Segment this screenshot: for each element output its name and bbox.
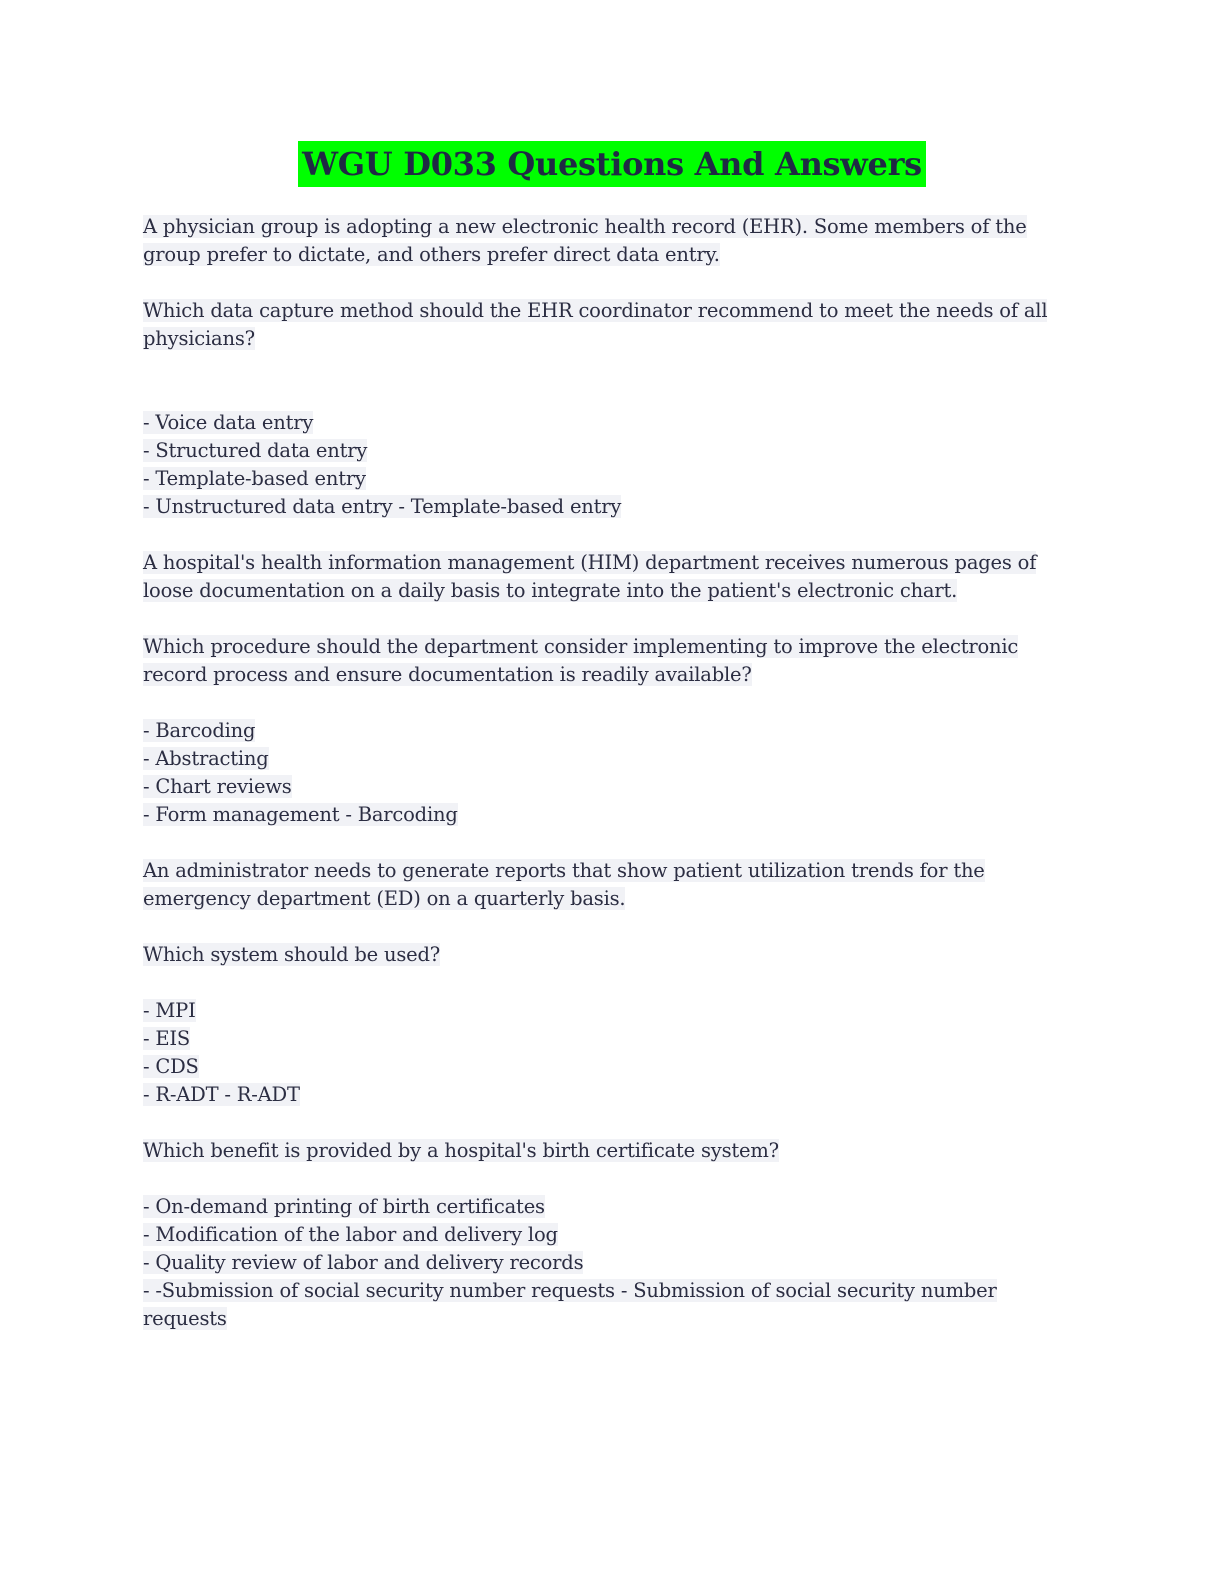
option: - On-demand printing of birth certificates xyxy=(143,1195,545,1218)
option: - Quality review of labor and delivery records xyxy=(143,1251,584,1274)
question-1-stem: A physician group is adopting a new electronic health record (EHR). Some members of the group prefer to dictate, and others prefer direct data entry. xyxy=(143,215,1027,266)
option: - -Submission of social security number requests - Submission of social security number requests xyxy=(143,1279,997,1330)
option: - Structured data entry xyxy=(143,439,368,462)
document-title: WGU D033 Questions And Answers xyxy=(298,141,926,187)
question-3-options xyxy=(143,997,1073,1109)
option: - Chart reviews xyxy=(143,775,292,798)
option: - Barcoding xyxy=(143,719,256,742)
option: - Template-based entry xyxy=(143,467,366,490)
title-container xyxy=(0,141,1224,187)
question-4-options xyxy=(143,1193,1073,1333)
option: - Voice data entry xyxy=(143,411,314,434)
question-1-options xyxy=(143,409,1073,521)
option: - R-ADT - R-ADT xyxy=(143,1083,300,1106)
question-2-stem: A hospital's health information management (HIM) department receives numerous pages of loose documentation on a daily basis to integrate into the patient's electronic chart. xyxy=(143,551,1037,602)
option: - Unstructured data entry - Template-based entry xyxy=(143,495,622,518)
option: - EIS xyxy=(143,1027,191,1050)
question-1-prompt: Which data capture method should the EHR coordinator recommend to meet the needs of all physicians? xyxy=(143,299,1048,350)
option: - Form management - Barcoding xyxy=(143,803,458,826)
question-2-options xyxy=(143,717,1073,829)
option: - CDS xyxy=(143,1055,199,1078)
option: - MPI xyxy=(143,999,196,1022)
document-body xyxy=(143,213,1073,1361)
option: - Modification of the labor and delivery log xyxy=(143,1223,558,1246)
question-2-prompt: Which procedure should the department consider implementing to improve the electronic record process and ensure documentation is readily available? xyxy=(143,635,1019,686)
question-4-prompt: Which benefit is provided by a hospital's birth certificate system? xyxy=(143,1139,779,1162)
option: - Abstracting xyxy=(143,747,269,770)
question-3-prompt: Which system should be used? xyxy=(143,943,441,966)
question-3-stem: An administrator needs to generate reports that show patient utilization trends for the emergency department (ED) on a quarterly basis. xyxy=(143,859,985,910)
